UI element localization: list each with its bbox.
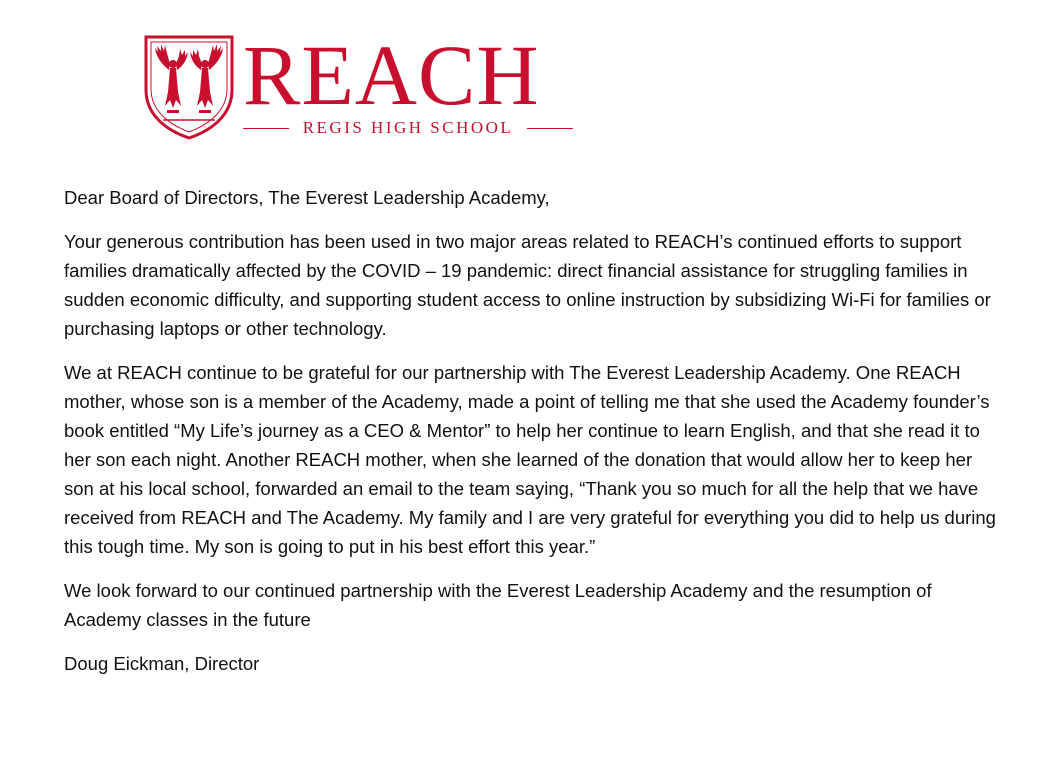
- paragraph-2: We at REACH continue to be grateful for our partnership with The Everest Leadership Academy. One REACH mother, whose son is a member of the Academy, made a point of telling me that she used the Academy founder’s book entitled “My Life’s journey as a CEO & Mentor” to help her continue to learn English, and that she read it to her son each night. Another REACH mother, when she learned of the donation that would allow her to keep her son at his local school, forwarded an email to the team saying, “Thank you so much for all the help that we have received from REACH and The Academy. My family and I are very grateful for everything you did to help us during this tough time. My son is going to put in his best effort this year.”: [64, 362, 996, 557]
- letter-body: [64, 183, 999, 693]
- school-name-line: [243, 116, 573, 140]
- salutation: Dear Board of Directors, The Everest Leadership Academy,: [64, 187, 550, 208]
- paragraph-1: Your generous contribution has been used in two major areas related to REACH’s continued efforts to support families dramatically affected by the COVID – 19 pandemic: direct financial assistance for struggling families in sudden economic difficulty, and supporting student access to online instruction by subsidizing Wi-Fi for families or purchasing laptops or other technology.: [64, 231, 991, 339]
- signature: Doug Eickman, Director: [64, 653, 260, 674]
- shield-crest-with-eagles-icon: [143, 34, 235, 140]
- divider-right: [527, 128, 573, 129]
- school-name: REGIS HIGH SCHOOL: [302, 118, 514, 137]
- divider-left: [243, 128, 289, 129]
- reach-wordmark: REACH: [243, 27, 540, 123]
- paragraph-3: We look forward to our continued partnership with the Everest Leadership Academy and the resumption of Academy classes in the future: [64, 580, 932, 630]
- letterhead: [140, 27, 580, 142]
